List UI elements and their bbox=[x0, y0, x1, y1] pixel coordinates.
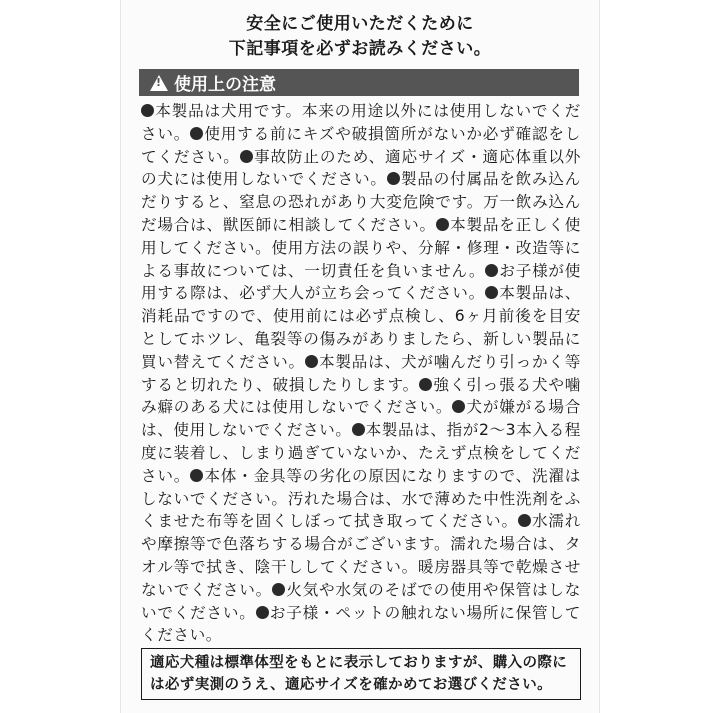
caution-item: お子様が使用する際は、必ず大人が立ち会ってください。 bbox=[141, 261, 581, 303]
caution-item: 本製品は、犬が噛んだり引っかく等すると切れたり、破損したりします。 bbox=[141, 352, 581, 394]
caution-item: 本製品は犬用です。本来の用途以外には使用しないでください。 bbox=[141, 102, 581, 143]
warning-icon bbox=[150, 75, 168, 91]
bullet-icon bbox=[436, 218, 449, 231]
bullet-icon bbox=[419, 378, 432, 391]
caution-item: 本体・金具等の劣化の原因になりますので、洗濯はしないでください。汚れた場合は、水で薄めた中性洗剤をふくませた布等を固くしぼって拭き取ってください。 bbox=[141, 466, 581, 531]
banner-title: 使用上の注意 bbox=[174, 75, 276, 95]
header-line-2: 下記事項を必ずお読みください。 bbox=[228, 39, 492, 59]
bullet-icon bbox=[305, 355, 318, 368]
bullet-icon bbox=[272, 583, 285, 596]
caution-item: 使用する前にキズや破損箇所がないか必ず確認をしてください。 bbox=[141, 124, 581, 166]
bullet-icon bbox=[190, 469, 203, 482]
bullet-icon bbox=[352, 423, 365, 436]
size-notice-text: 適応犬種は標準体型をもとに表示しておりますが、購入の際には必ず実測のうえ、適応サイズを確かめてお選びください。 bbox=[150, 655, 568, 693]
caution-item: 事故防止のため、適応サイズ・適応体重以外の犬には使用しないでください。 bbox=[141, 147, 581, 189]
bullet-icon bbox=[485, 264, 498, 277]
header-line-1: 安全にご使用いただくために bbox=[246, 14, 474, 34]
caution-item: 犬が嫌がる場合は、使用しないでください。 bbox=[141, 398, 582, 440]
bullet-icon bbox=[518, 514, 531, 527]
caution-item: 製品の付属品を飲み込んだりすると、窒息の恐れがあり大変危険です。万一飲み込んだ場合は、獣医師に相談してください。 bbox=[141, 170, 581, 234]
caution-item: 強く引っ張る犬や噛み癖のある犬には使用しないでください。 bbox=[141, 375, 582, 417]
caution-item: お子様・ペットの触れない場所に保管してください。 bbox=[141, 603, 582, 645]
caution-card bbox=[120, 0, 600, 713]
bullet-icon bbox=[190, 127, 203, 140]
bullet-icon bbox=[452, 400, 465, 413]
caution-item: 本製品は、消耗品ですので、使用前には必ず点検し、6ヶ月前後を目安としてホツレ、亀裂等の傷みがありましたら、新しい製品に買い替えてください。 bbox=[141, 284, 581, 371]
caution-item: 水濡れや摩擦等で色落ちする場合がございます。濡れた場合は、タオル等で拭き、陰干ししてください。暖房器具等で乾燥させないでください。 bbox=[141, 512, 581, 599]
caution-item: 火気や水気のそばでの使用や保管はしないでください。 bbox=[141, 580, 581, 622]
bullet-icon bbox=[485, 286, 498, 299]
bullet-icon bbox=[141, 104, 154, 117]
bullet-icon bbox=[240, 150, 253, 163]
caution-item: 本製品を正しく使用してください。使用方法の誤りや、分解・修理・改造等による事故については、一切責任を負いません。 bbox=[141, 215, 581, 280]
bullet-icon bbox=[387, 172, 400, 185]
caution-banner bbox=[139, 69, 579, 96]
bullet-icon bbox=[256, 606, 269, 619]
caution-list bbox=[141, 100, 581, 647]
size-notice-box bbox=[141, 648, 581, 700]
caution-item: 本製品は、指が2～3本入る程度に装着し、しまり過ぎていないか、たえず点検をしてください。 bbox=[141, 421, 581, 485]
